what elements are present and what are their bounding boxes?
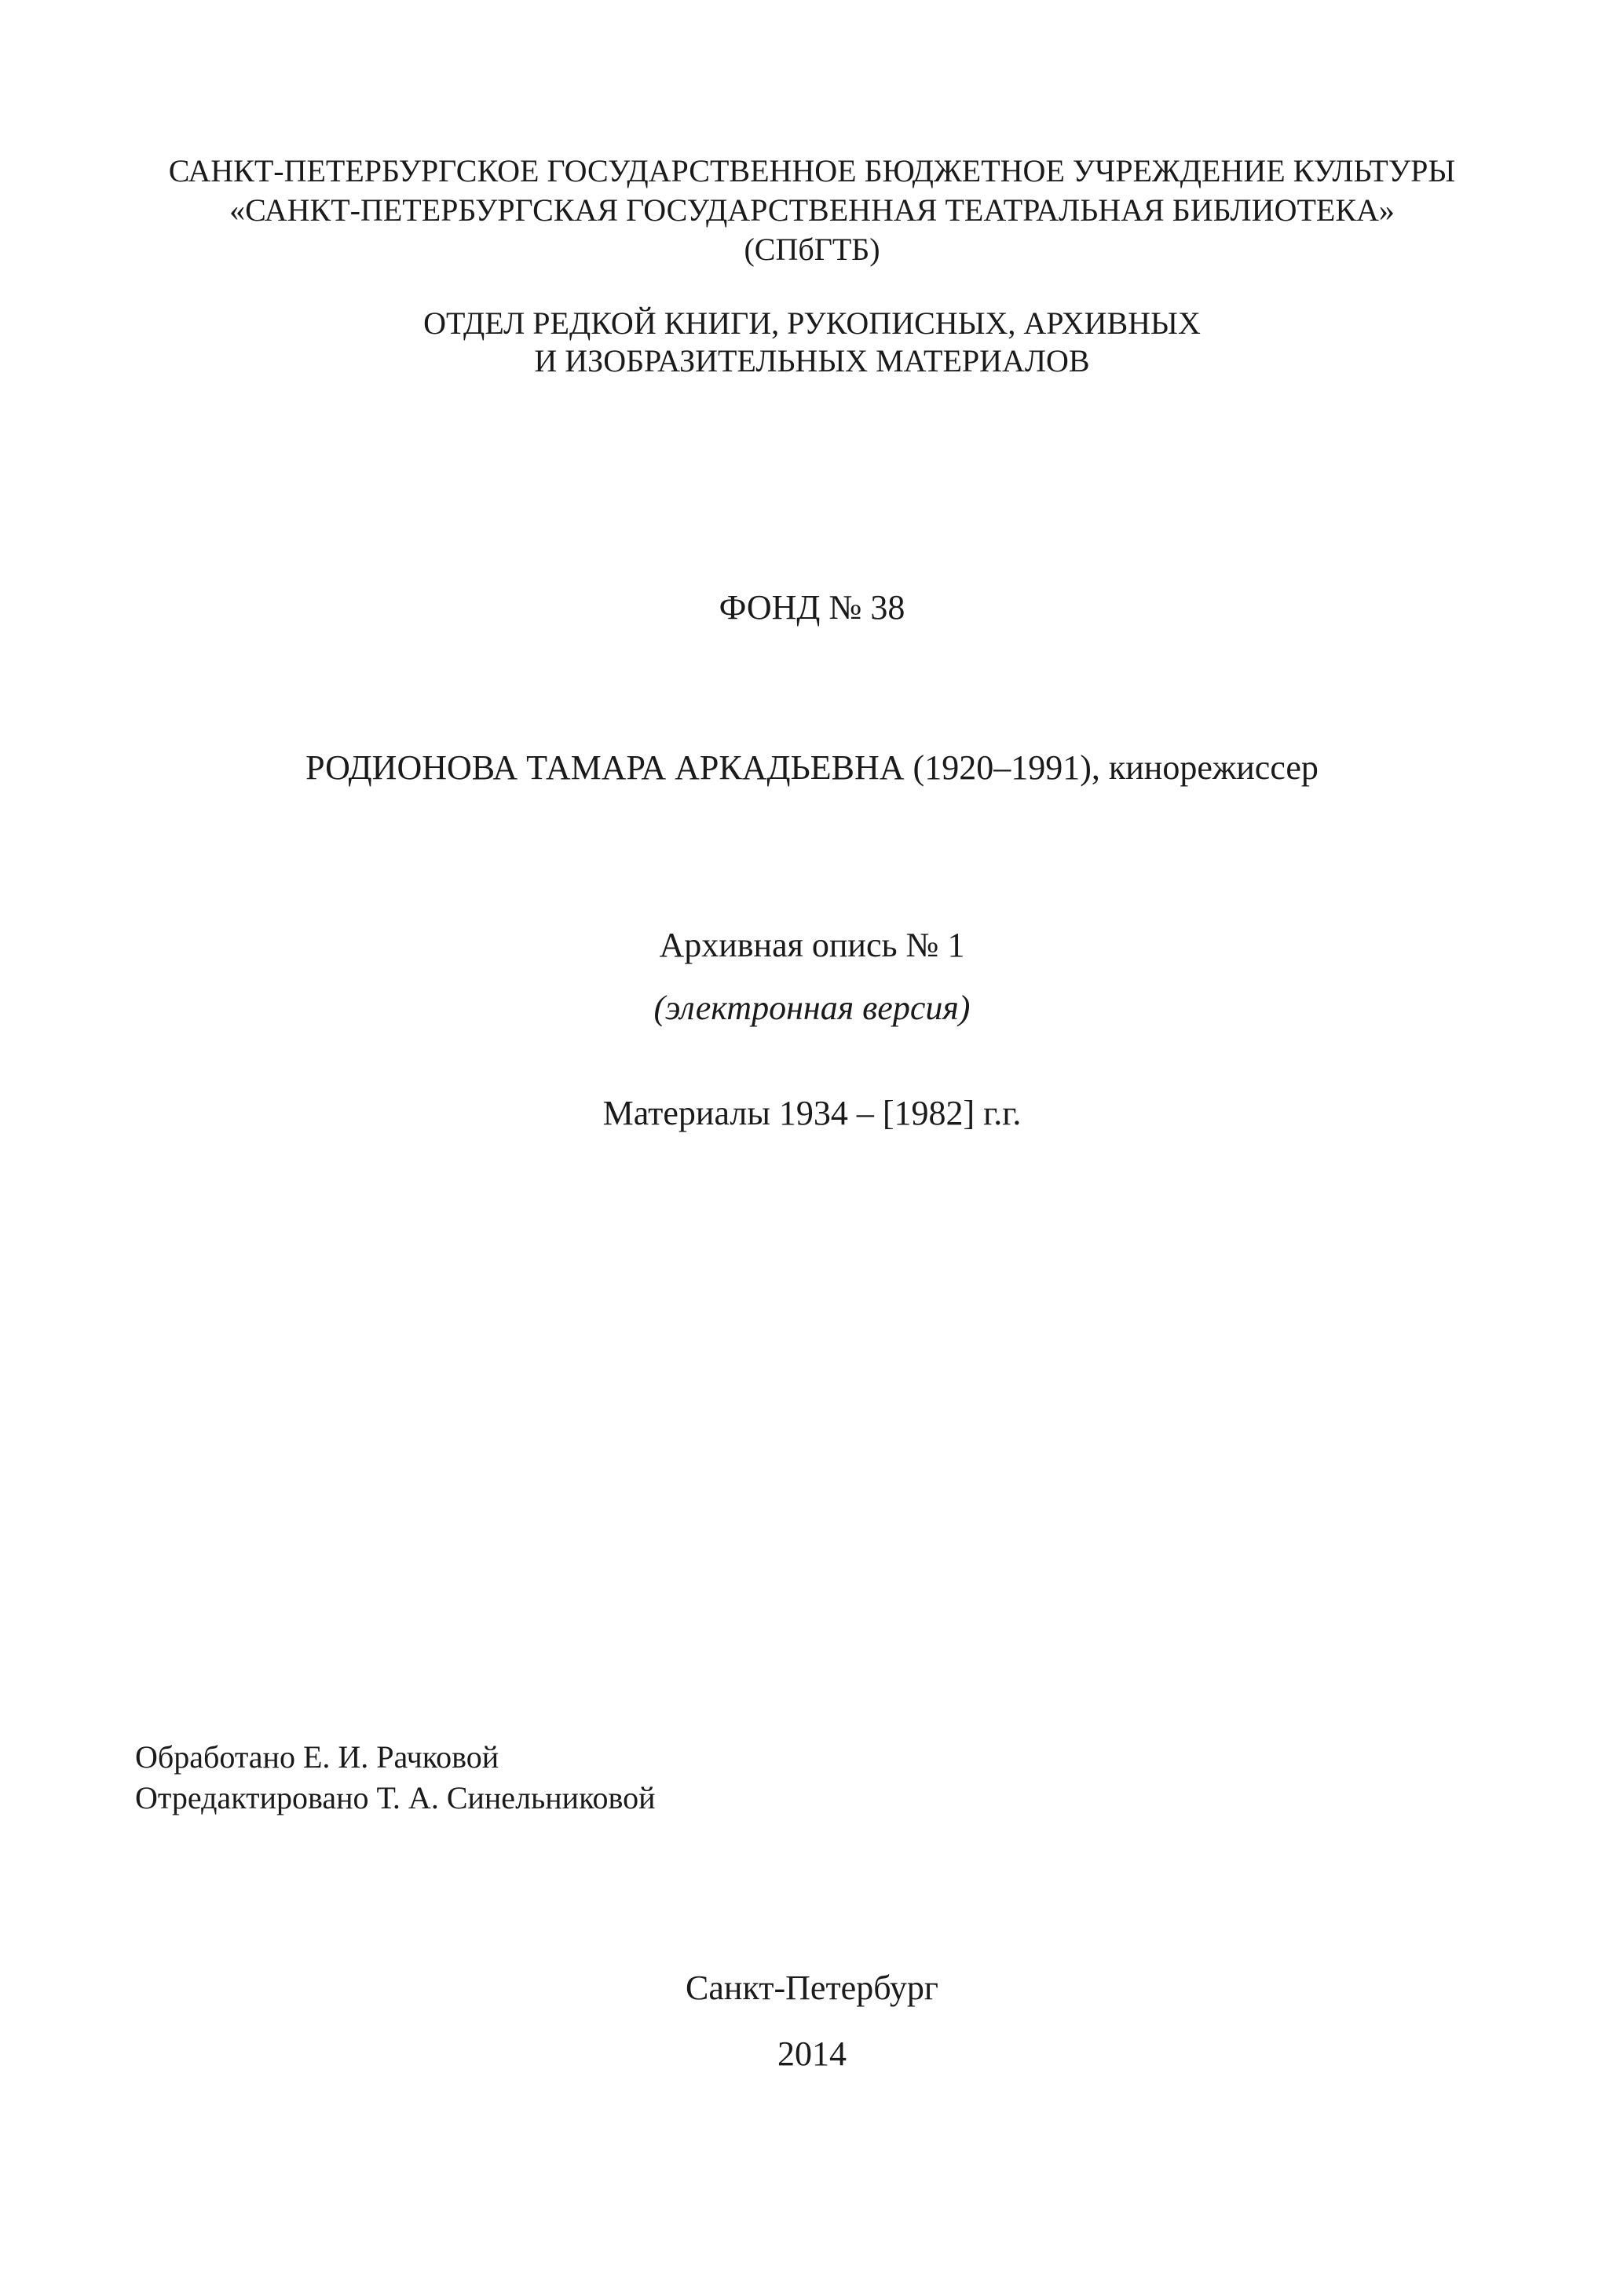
department-name-line-2: И ИЗОБРАЗИТЕЛЬНЫХ МАТЕРИАЛОВ: [534, 343, 1090, 378]
publication-year: 2014: [777, 2035, 847, 2073]
department-name-line-1: ОТДЕЛ РЕДКОЙ КНИГИ, РУКОПИСНЫХ, АРХИВНЫХ: [423, 305, 1201, 341]
inventory-version: (электронная версия): [653, 989, 971, 1027]
processed-by: Обработано Е. И. Рачковой: [135, 1739, 499, 1775]
fond-number: ФОНД № 38: [719, 588, 905, 627]
material-dates: Материалы 1934 – [1982] г.г.: [602, 1094, 1022, 1132]
publication-city: Санкт-Петербург: [686, 1969, 938, 2007]
institution-abbreviation: (СПбГТБ): [744, 232, 880, 267]
institution-name-line-2: «САНКТ-ПЕТЕРБУРГСКАЯ ГОСУДАРСТВЕННАЯ ТЕАТРАЛЬНАЯ БИБЛИОТЕКА»: [229, 192, 1395, 228]
institution-name-line-1: САНКТ-ПЕТЕРБУРГСКОЕ ГОСУДАРСТВЕННОЕ БЮДЖЕТНОЕ УЧРЕЖДЕНИЕ КУЛЬТУРЫ: [168, 153, 1456, 188]
edited-by: Отредактировано Т. А. Синельниковой: [135, 1780, 656, 1815]
inventory-title: Архивная опись № 1: [659, 926, 965, 964]
person-heading: РОДИОНОВА ТАМАРА АРКАДЬЕВНА (1920–1991), кинорежиссер: [305, 748, 1319, 787]
